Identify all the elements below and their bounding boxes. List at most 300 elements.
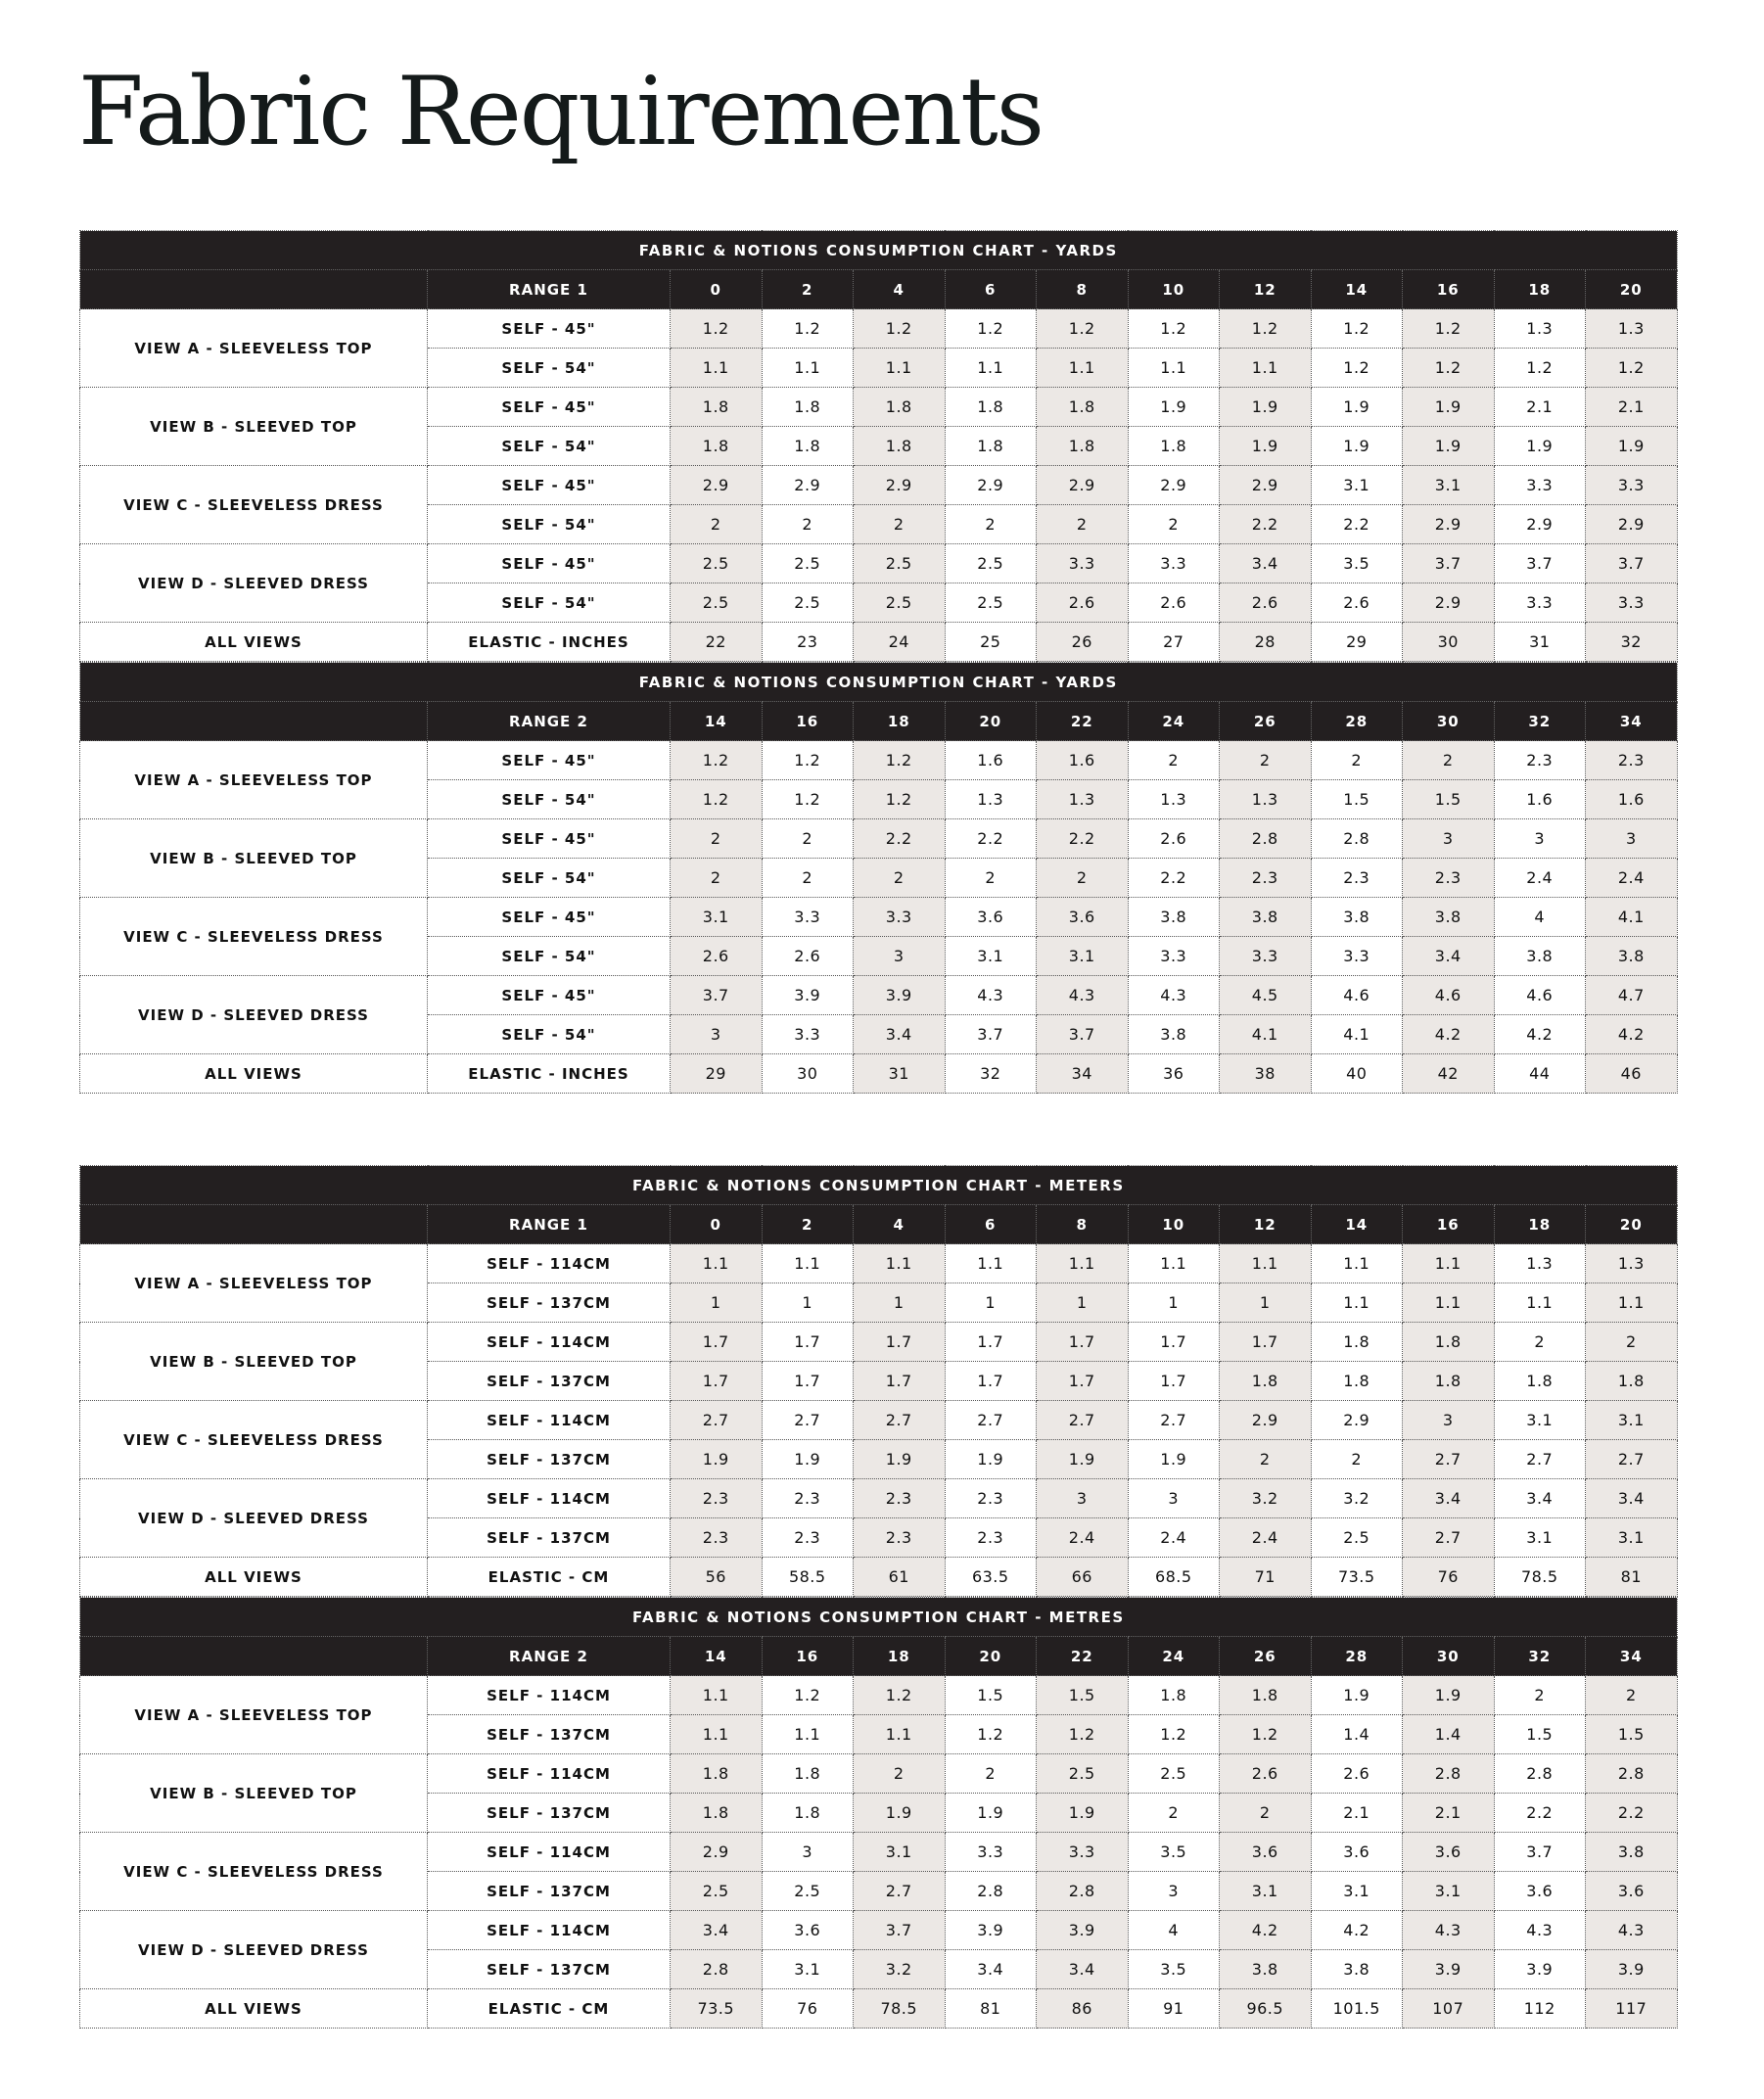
value-cell: 2.2 (1586, 1794, 1678, 1833)
value-cell: 1.1 (671, 1676, 763, 1715)
view-name: VIEW C - SLEEVELESS DRESS (80, 1833, 428, 1911)
value-cell: 1.6 (1494, 780, 1586, 819)
value-cell: 3.2 (854, 1950, 946, 1989)
value-cell: 2.6 (1128, 583, 1220, 623)
value-cell: 1.1 (1311, 1283, 1403, 1323)
value-cell: 1.1 (1037, 349, 1129, 388)
value-cell: 1.3 (1037, 780, 1129, 819)
table-row (80, 1054, 1678, 1094)
value-cell: 4.2 (1586, 1015, 1678, 1054)
value-cell: 1.8 (671, 1754, 763, 1794)
size-header: 30 (1403, 702, 1495, 741)
size-header: 14 (671, 1637, 763, 1676)
value-cell: 1.9 (1403, 1676, 1495, 1715)
view-name: VIEW B - SLEEVED TOP (80, 1323, 428, 1401)
value-cell: 3.3 (945, 1833, 1037, 1872)
value-cell: 1.5 (945, 1676, 1037, 1715)
size-header: 14 (1311, 270, 1403, 309)
value-cell: 3.7 (1494, 544, 1586, 583)
value-cell: 4.1 (1220, 1015, 1312, 1054)
value-cell: 3.3 (1494, 583, 1586, 623)
value-cell: 2.3 (1220, 859, 1312, 898)
value-cell: 1 (1128, 1283, 1220, 1323)
value-cell: 1.1 (1128, 1244, 1220, 1283)
value-cell: 2 (1128, 1794, 1220, 1833)
value-cell: 44 (1494, 1054, 1586, 1094)
view-name: ALL VIEWS (80, 623, 428, 662)
value-cell: 117 (1586, 1989, 1678, 2029)
value-cell: 2.7 (1037, 1401, 1129, 1440)
chart-caption-row (80, 1166, 1678, 1205)
consumption-chart-metres-range-2 (79, 1597, 1678, 2029)
value-cell: 1.1 (671, 1715, 763, 1754)
size-header: 22 (1037, 702, 1129, 741)
value-cell: 3.1 (1037, 937, 1129, 976)
value-cell: 1.8 (1128, 427, 1220, 466)
value-cell: 3.1 (1403, 466, 1495, 505)
value-cell: 3.1 (671, 898, 763, 937)
value-cell: 68.5 (1128, 1558, 1220, 1597)
value-cell: 1.9 (945, 1794, 1037, 1833)
value-cell: 2.9 (945, 466, 1037, 505)
material-label: SELF - 54" (428, 505, 671, 544)
value-cell: 1.2 (762, 741, 854, 780)
value-cell: 1.5 (1586, 1715, 1678, 1754)
value-cell: 2.9 (1220, 1401, 1312, 1440)
value-cell: 71 (1220, 1558, 1312, 1597)
value-cell: 66 (1037, 1558, 1129, 1597)
material-label: SELF - 54" (428, 937, 671, 976)
material-label: SELF - 54" (428, 349, 671, 388)
value-cell: 2.6 (1311, 1754, 1403, 1794)
value-cell: 1.2 (854, 780, 946, 819)
value-cell: 1.9 (1037, 1794, 1129, 1833)
value-cell: 3.7 (854, 1911, 946, 1950)
value-cell: 2.4 (1037, 1518, 1129, 1558)
table-row (80, 1244, 1678, 1283)
value-cell: 3.6 (762, 1911, 854, 1950)
value-cell: 81 (1586, 1558, 1678, 1597)
value-cell: 2.7 (762, 1401, 854, 1440)
value-cell: 76 (1403, 1558, 1495, 1597)
value-cell: 3.9 (945, 1911, 1037, 1950)
value-cell: 3.7 (1037, 1015, 1129, 1054)
value-cell: 1.2 (1403, 349, 1495, 388)
size-header: 10 (1128, 1205, 1220, 1244)
value-cell: 3.4 (1403, 1479, 1495, 1518)
material-label: SELF - 54" (428, 427, 671, 466)
value-cell: 1.1 (671, 349, 763, 388)
size-header: 12 (1220, 1205, 1312, 1244)
value-cell: 2.9 (854, 466, 946, 505)
value-cell: 1.9 (1311, 1676, 1403, 1715)
value-cell: 2.4 (1494, 859, 1586, 898)
view-name: VIEW A - SLEEVELESS TOP (80, 1676, 428, 1754)
value-cell: 3.8 (1494, 937, 1586, 976)
value-cell: 1.2 (671, 309, 763, 349)
material-label: SELF - 137CM (428, 1950, 671, 1989)
size-header: 16 (762, 702, 854, 741)
value-cell: 3.8 (1220, 1950, 1312, 1989)
value-cell: 2.6 (1128, 819, 1220, 859)
value-cell: 1.2 (854, 741, 946, 780)
value-cell: 1.8 (762, 1794, 854, 1833)
value-cell: 4.3 (945, 976, 1037, 1015)
material-label: SELF - 114CM (428, 1754, 671, 1794)
value-cell: 4.6 (1403, 976, 1495, 1015)
value-cell: 2.3 (945, 1479, 1037, 1518)
value-cell: 1.7 (945, 1362, 1037, 1401)
consumption-chart-yards-range-1 (79, 230, 1678, 662)
value-cell: 3.3 (1586, 466, 1678, 505)
value-cell: 1.9 (945, 1440, 1037, 1479)
material-label: SELF - 137CM (428, 1362, 671, 1401)
value-cell: 1 (1037, 1283, 1129, 1323)
value-cell: 1.8 (945, 427, 1037, 466)
value-cell: 1.3 (945, 780, 1037, 819)
value-cell: 2.9 (671, 466, 763, 505)
value-cell: 1.9 (854, 1794, 946, 1833)
value-cell: 3.1 (1586, 1518, 1678, 1558)
value-cell: 1.9 (1403, 388, 1495, 427)
value-cell: 1.1 (762, 1715, 854, 1754)
value-cell: 3.4 (1403, 937, 1495, 976)
value-cell: 3.3 (1037, 544, 1129, 583)
value-cell: 2.8 (671, 1950, 763, 1989)
value-cell: 1.8 (1403, 1323, 1495, 1362)
material-label: SELF - 45" (428, 819, 671, 859)
chart-caption-row (80, 1598, 1678, 1637)
value-cell: 1.8 (671, 427, 763, 466)
value-cell: 3.8 (1586, 937, 1678, 976)
value-cell: 107 (1403, 1989, 1495, 2029)
value-cell: 1 (1220, 1283, 1312, 1323)
material-label: SELF - 114CM (428, 1676, 671, 1715)
value-cell: 2.2 (1494, 1794, 1586, 1833)
value-cell: 86 (1037, 1989, 1129, 2029)
value-cell: 1.7 (1128, 1323, 1220, 1362)
value-cell: 2.7 (1403, 1440, 1495, 1479)
value-cell: 2.7 (1403, 1518, 1495, 1558)
value-cell: 2 (762, 859, 854, 898)
value-cell: 3.7 (1403, 544, 1495, 583)
view-name: ALL VIEWS (80, 1989, 428, 2029)
value-cell: 1.2 (1311, 349, 1403, 388)
value-cell: 1.7 (1128, 1362, 1220, 1401)
value-cell: 1 (854, 1283, 946, 1323)
value-cell: 4.2 (1220, 1911, 1312, 1950)
value-cell: 3.8 (1311, 1950, 1403, 1989)
value-cell: 2.6 (1037, 583, 1129, 623)
value-cell: 2.9 (671, 1833, 763, 1872)
value-cell: 2 (945, 505, 1037, 544)
value-cell: 1.2 (945, 1715, 1037, 1754)
yards-section (79, 230, 1677, 1094)
material-label: ELASTIC - CM (428, 1558, 671, 1597)
value-cell: 2.9 (1403, 505, 1495, 544)
value-cell: 1.8 (1494, 1362, 1586, 1401)
material-label: SELF - 137CM (428, 1440, 671, 1479)
value-cell: 3.3 (1128, 937, 1220, 976)
value-cell: 1.7 (1037, 1362, 1129, 1401)
value-cell: 1.2 (854, 309, 946, 349)
value-cell: 4.2 (1494, 1015, 1586, 1054)
value-cell: 2 (854, 505, 946, 544)
value-cell: 2.9 (762, 466, 854, 505)
size-header: 2 (762, 270, 854, 309)
consumption-chart-meters-range-1 (79, 1165, 1678, 1597)
value-cell: 1.7 (854, 1362, 946, 1401)
size-header: 26 (1220, 1637, 1312, 1676)
value-cell: 42 (1403, 1054, 1495, 1094)
value-cell: 2.1 (1586, 388, 1678, 427)
size-header-row (80, 1637, 1678, 1676)
value-cell: 1.1 (1220, 349, 1312, 388)
value-cell: 1.8 (854, 427, 946, 466)
view-name: VIEW B - SLEEVED TOP (80, 819, 428, 898)
value-cell: 3 (1128, 1479, 1220, 1518)
view-name: VIEW D - SLEEVED DRESS (80, 1479, 428, 1558)
value-cell: 2.5 (762, 544, 854, 583)
value-cell: 26 (1037, 623, 1129, 662)
material-label: SELF - 54" (428, 859, 671, 898)
value-cell: 2.5 (762, 1872, 854, 1911)
value-cell: 3.5 (1128, 1950, 1220, 1989)
size-header: 14 (1311, 1205, 1403, 1244)
value-cell: 2.5 (1311, 1518, 1403, 1558)
range-label: RANGE 2 (428, 1637, 671, 1676)
consumption-chart-yards-range-2 (79, 662, 1678, 1094)
value-cell: 2.9 (1220, 466, 1312, 505)
value-cell: 2.7 (854, 1401, 946, 1440)
value-cell: 4.3 (1494, 1911, 1586, 1950)
value-cell: 3.1 (1586, 1401, 1678, 1440)
value-cell: 3.5 (1128, 1833, 1220, 1872)
value-cell: 3.6 (1311, 1833, 1403, 1872)
value-cell: 76 (762, 1989, 854, 2029)
value-cell: 4.5 (1220, 976, 1312, 1015)
material-label: SELF - 137CM (428, 1283, 671, 1323)
view-name: VIEW A - SLEEVELESS TOP (80, 741, 428, 819)
value-cell: 3.7 (671, 976, 763, 1015)
material-label: SELF - 114CM (428, 1244, 671, 1283)
value-cell: 2.6 (1311, 583, 1403, 623)
value-cell: 1.2 (1586, 349, 1678, 388)
value-cell: 2.7 (945, 1401, 1037, 1440)
value-cell: 31 (854, 1054, 946, 1094)
value-cell: 3.4 (1494, 1479, 1586, 1518)
value-cell: 1.2 (762, 1676, 854, 1715)
value-cell: 1.9 (1128, 388, 1220, 427)
chart-caption-row (80, 663, 1678, 702)
value-cell: 2.7 (854, 1872, 946, 1911)
material-label: SELF - 45" (428, 309, 671, 349)
view-name: VIEW D - SLEEVED DRESS (80, 544, 428, 623)
value-cell: 1.9 (1403, 427, 1495, 466)
value-cell: 3.4 (671, 1911, 763, 1950)
material-label: SELF - 137CM (428, 1872, 671, 1911)
size-header: 18 (1494, 1205, 1586, 1244)
size-header: 18 (854, 702, 946, 741)
value-cell: 2.3 (671, 1518, 763, 1558)
value-cell: 3 (1494, 819, 1586, 859)
value-cell: 2.2 (1220, 505, 1312, 544)
value-cell: 1.8 (762, 427, 854, 466)
table-row (80, 1833, 1678, 1872)
value-cell: 1.1 (762, 1244, 854, 1283)
value-cell: 1.9 (1494, 427, 1586, 466)
view-name: VIEW C - SLEEVELESS DRESS (80, 1401, 428, 1479)
value-cell: 2.4 (1220, 1518, 1312, 1558)
value-cell: 1.8 (671, 388, 763, 427)
material-label: SELF - 45" (428, 741, 671, 780)
value-cell: 1.9 (1220, 427, 1312, 466)
view-name: VIEW D - SLEEVED DRESS (80, 1911, 428, 1989)
value-cell: 24 (854, 623, 946, 662)
value-cell: 4 (1494, 898, 1586, 937)
value-cell: 3.3 (762, 1015, 854, 1054)
value-cell: 1.8 (762, 1754, 854, 1794)
value-cell: 3.9 (1494, 1950, 1586, 1989)
value-cell: 3 (1403, 1401, 1495, 1440)
value-cell: 1.1 (1586, 1283, 1678, 1323)
value-cell: 1.5 (1037, 1676, 1129, 1715)
value-cell: 1.2 (1311, 309, 1403, 349)
value-cell: 63.5 (945, 1558, 1037, 1597)
value-cell: 1.2 (1220, 309, 1312, 349)
value-cell: 3.1 (1494, 1518, 1586, 1558)
size-header-row (80, 1205, 1678, 1244)
value-cell: 1.7 (945, 1323, 1037, 1362)
value-cell: 2 (671, 819, 763, 859)
value-cell: 3.3 (762, 898, 854, 937)
size-header: 30 (1403, 1637, 1495, 1676)
value-cell: 2.8 (1037, 1872, 1129, 1911)
size-header: 0 (671, 1205, 763, 1244)
value-cell: 34 (1037, 1054, 1129, 1094)
value-cell: 1.2 (1128, 1715, 1220, 1754)
material-label: SELF - 45" (428, 976, 671, 1015)
value-cell: 3.7 (1494, 1833, 1586, 1872)
value-cell: 3.7 (1586, 544, 1678, 583)
value-cell: 1.2 (671, 741, 763, 780)
chart-caption: FABRIC & NOTIONS CONSUMPTION CHART - YARDS (80, 231, 1678, 270)
table-row (80, 1558, 1678, 1597)
value-cell: 2 (671, 505, 763, 544)
value-cell: 1.1 (1311, 1244, 1403, 1283)
size-header: 8 (1037, 1205, 1129, 1244)
value-cell: 1.2 (1128, 309, 1220, 349)
value-cell: 4.3 (1128, 976, 1220, 1015)
value-cell: 1.1 (854, 1244, 946, 1283)
size-header: 24 (1128, 1637, 1220, 1676)
table-row (80, 1754, 1678, 1794)
value-cell: 3 (1037, 1479, 1129, 1518)
value-cell: 2.6 (1220, 583, 1312, 623)
value-cell: 1.7 (671, 1362, 763, 1401)
value-cell: 4.3 (1586, 1911, 1678, 1950)
value-cell: 2.9 (1494, 505, 1586, 544)
size-header: 6 (945, 1205, 1037, 1244)
value-cell: 3.4 (1220, 544, 1312, 583)
size-header-row (80, 270, 1678, 309)
value-cell: 2 (1403, 741, 1495, 780)
value-cell: 2.1 (1403, 1794, 1495, 1833)
value-cell: 1.1 (1403, 1244, 1495, 1283)
page-title: Fabric Requirements (78, 57, 1043, 166)
range-label: RANGE 2 (428, 702, 671, 741)
value-cell: 3.1 (1311, 466, 1403, 505)
value-cell: 1.5 (1494, 1715, 1586, 1754)
value-cell: 2.6 (762, 937, 854, 976)
value-cell: 4.3 (1403, 1911, 1495, 1950)
value-cell: 2 (1037, 859, 1129, 898)
value-cell: 1.2 (945, 309, 1037, 349)
value-cell: 2.7 (1494, 1440, 1586, 1479)
value-cell: 1.2 (1220, 1715, 1312, 1754)
size-header: 16 (1403, 1205, 1495, 1244)
chart-caption: FABRIC & NOTIONS CONSUMPTION CHART - METERS (80, 1166, 1678, 1205)
value-cell: 2 (1220, 741, 1312, 780)
value-cell: 3.8 (1128, 1015, 1220, 1054)
value-cell: 1.8 (762, 388, 854, 427)
value-cell: 40 (1311, 1054, 1403, 1094)
value-cell: 1.7 (762, 1362, 854, 1401)
material-label: SELF - 54" (428, 1015, 671, 1054)
value-cell: 2.5 (854, 544, 946, 583)
table-row (80, 544, 1678, 583)
view-name: VIEW D - SLEEVED DRESS (80, 976, 428, 1054)
value-cell: 2.2 (854, 819, 946, 859)
value-cell: 1.3 (1494, 309, 1586, 349)
material-label: ELASTIC - INCHES (428, 1054, 671, 1094)
value-cell: 58.5 (762, 1558, 854, 1597)
value-cell: 3.1 (1494, 1401, 1586, 1440)
value-cell: 61 (854, 1558, 946, 1597)
size-header: 2 (762, 1205, 854, 1244)
value-cell: 2.2 (1128, 859, 1220, 898)
value-cell: 2.7 (1128, 1401, 1220, 1440)
value-cell: 1.7 (671, 1323, 763, 1362)
value-cell: 2.2 (1311, 505, 1403, 544)
value-cell: 1.7 (1037, 1323, 1129, 1362)
size-header: 16 (762, 1637, 854, 1676)
value-cell: 1.3 (1220, 780, 1312, 819)
material-label: SELF - 114CM (428, 1911, 671, 1950)
value-cell: 38 (1220, 1054, 1312, 1094)
size-header: 16 (1403, 270, 1495, 309)
value-cell: 2.2 (1037, 819, 1129, 859)
size-header: 14 (671, 702, 763, 741)
value-cell: 2.5 (1037, 1754, 1129, 1794)
value-cell: 2.4 (1128, 1518, 1220, 1558)
material-label: SELF - 137CM (428, 1715, 671, 1754)
value-cell: 1.8 (1311, 1362, 1403, 1401)
value-cell: 4.7 (1586, 976, 1678, 1015)
value-cell: 1.2 (854, 1676, 946, 1715)
size-header: 4 (854, 270, 946, 309)
value-cell: 1.6 (1586, 780, 1678, 819)
value-cell: 23 (762, 623, 854, 662)
value-cell: 1.9 (1311, 427, 1403, 466)
chart-caption-row (80, 231, 1678, 270)
value-cell: 73.5 (671, 1989, 763, 2029)
size-header: 22 (1037, 1637, 1129, 1676)
value-cell: 2.3 (762, 1479, 854, 1518)
material-label: SELF - 137CM (428, 1518, 671, 1558)
value-cell: 2 (1494, 1676, 1586, 1715)
value-cell: 2 (854, 1754, 946, 1794)
